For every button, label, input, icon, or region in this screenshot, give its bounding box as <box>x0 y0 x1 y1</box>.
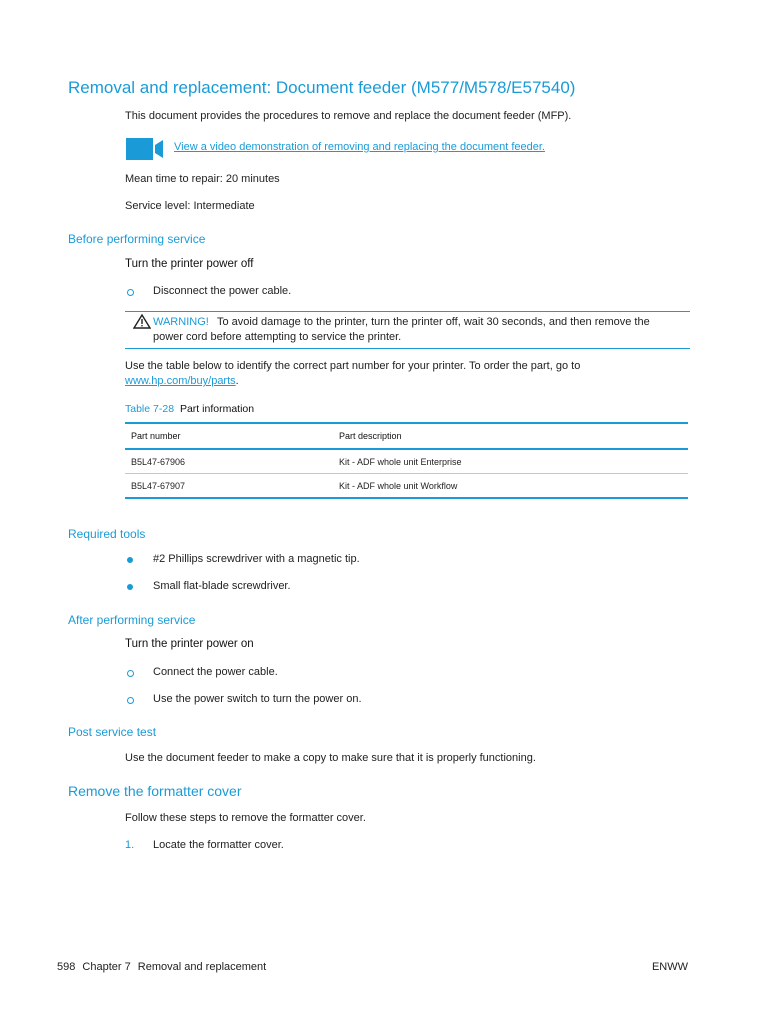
table-caption-number: Table 7-28 <box>125 403 175 415</box>
mean-time-text: Mean time to repair: 20 minutes <box>125 173 280 185</box>
table-row <box>125 474 688 499</box>
bullet-icon <box>127 289 134 296</box>
page-title: Removal and replacement: Document feeder (M577/M578/E57540) <box>68 78 576 97</box>
part-description-cell: Kit - ADF whole unit Workflow <box>333 474 688 499</box>
part-number-cell: B5L47-67906 <box>125 449 333 474</box>
part-info-table <box>125 422 688 499</box>
step-text: Locate the formatter cover. <box>153 839 284 851</box>
column-header-part-number: Part number <box>125 423 333 449</box>
part-number-cell: B5L47-67907 <box>125 474 333 499</box>
table-row <box>125 449 688 474</box>
before-service-heading: Before performing service <box>68 232 206 246</box>
required-tools-heading: Required tools <box>68 527 146 541</box>
page-footer-left <box>57 961 266 973</box>
order-link-line <box>125 374 239 389</box>
hp-parts-link[interactable]: www.hp.com/buy/parts <box>125 375 236 387</box>
order-period: . <box>235 375 239 387</box>
post-test-text: Use the document feeder to make a copy to make sure that it is properly functioning. <box>125 752 536 764</box>
order-text: Use the table below to identify the correct part number for your printer. To order the part, go to <box>125 360 581 372</box>
service-level-text: Service level: Intermediate <box>125 200 255 212</box>
list-item: Disconnect the power cable. <box>153 285 292 297</box>
post-test-heading: Post service test <box>68 725 157 739</box>
warning-text-line2: power cord before attempting to service the printer. <box>153 331 402 343</box>
video-camera-icon[interactable] <box>126 138 166 160</box>
bullet-icon <box>127 697 134 704</box>
after-service-heading: After performing service <box>68 613 196 627</box>
warning-label: WARNING! <box>153 316 209 328</box>
page-footer-right: ENWW <box>651 961 688 973</box>
formatter-intro: Follow these steps to remove the formatter cover. <box>125 812 366 824</box>
bullet-icon <box>127 670 134 677</box>
formatter-heading: Remove the formatter cover <box>68 783 242 799</box>
bullet-icon <box>127 584 133 590</box>
step-number: 1. <box>125 839 135 851</box>
part-description-cell: Kit - ADF whole unit Enterprise <box>333 449 688 474</box>
warning-text-line1: To avoid damage to the printer, turn the printer off, wait 30 seconds, and then remove the <box>217 316 650 328</box>
table-caption <box>125 403 254 415</box>
power-off-subheading: Turn the printer power off <box>125 258 254 270</box>
list-item: Small flat-blade screwdriver. <box>153 580 291 592</box>
table-header-row <box>125 423 688 449</box>
chapter-title: Removal and replacement <box>137 961 267 973</box>
power-on-subheading: Turn the printer power on <box>125 638 254 650</box>
bullet-icon <box>127 557 133 563</box>
list-item: Use the power switch to turn the power on. <box>153 693 362 705</box>
intro-text: This document provides the procedures to remove and replace the document feeder (MFP). <box>125 110 572 122</box>
list-item: #2 Phillips screwdriver with a magnetic tip. <box>153 553 360 565</box>
warning-triangle-icon <box>133 314 151 329</box>
page-number: 598 <box>57 961 76 973</box>
video-link[interactable]: View a video demonstration of removing and replacing the document feeder. <box>174 141 545 153</box>
column-header-part-description: Part description <box>333 423 688 449</box>
chapter-label: Chapter 7 <box>82 961 131 973</box>
table-caption-title: Part information <box>179 403 255 415</box>
list-item: Connect the power cable. <box>153 666 278 678</box>
